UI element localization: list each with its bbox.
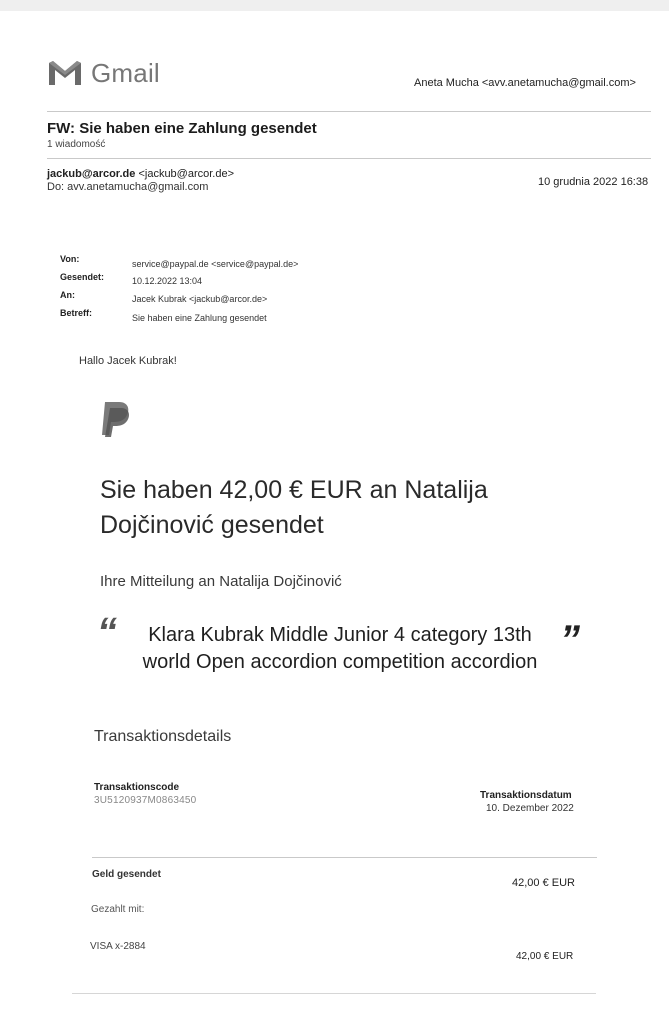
gesendet-label: Gesendet: <box>60 272 105 282</box>
transaction-code: 3U5120937M0863450 <box>94 795 197 806</box>
transaction-date-label: Transaktionsdatum <box>480 790 572 801</box>
account-email[interactable]: Aneta Mucha <avv.anetamucha@gmail.com> <box>414 77 636 89</box>
an-label: An: <box>60 290 75 300</box>
subject-divider <box>47 158 651 159</box>
message-label: Ihre Mitteilung an Natalija Dojčinović <box>100 573 342 590</box>
open-quote-icon: “ <box>97 610 117 654</box>
top-bar <box>0 0 669 11</box>
header-divider <box>47 111 651 112</box>
sender-email: jackub@arcor.de <box>47 168 136 180</box>
sender-display: <jackub@arcor.de> <box>138 168 235 180</box>
thread-subject: FW: Sie haben eine Zahlung gesendet <box>47 120 317 137</box>
gmail-wordmark: Gmail <box>91 58 160 88</box>
payment-card: VISA x-2884 <box>90 941 146 952</box>
card-amount: 42,00 € EUR <box>516 951 574 962</box>
recipient: Do: avv.anetamucha@gmail.com <box>47 181 209 193</box>
close-quote-icon: ” <box>560 618 580 662</box>
betreff-label: Betreff: <box>60 308 93 318</box>
paid-with-label: Gezahlt mit: <box>91 904 145 915</box>
message-date: 10 grudnia 2022 16:38 <box>538 176 649 188</box>
amount-divider <box>92 857 597 858</box>
transaction-details-title: Transaktionsdetails <box>94 728 232 745</box>
paypal-logo-icon <box>99 399 133 439</box>
message-count: 1 wiadomość <box>47 139 106 150</box>
an-value: Jacek Kubrak <jackub@arcor.de> <box>132 294 268 304</box>
transaction-date: 10. Dezember 2022 <box>486 803 574 814</box>
transaction-code-label: Transaktionscode <box>94 782 180 793</box>
gesendet-value: 10.12.2022 13:04 <box>132 276 203 286</box>
money-sent-amount: 42,00 € EUR <box>512 877 575 889</box>
bottom-divider <box>72 993 596 994</box>
payment-note: Klara Kubrak Middle Junior 4 category 13th world Open accordion competition accordion <box>142 624 538 673</box>
payment-headline: Sie haben 42,00 € EUR an Natalija Dojčinović gesendet <box>100 476 488 539</box>
betreff-value: Sie haben eine Zahlung gesendet <box>132 313 267 323</box>
greeting: Hallo Jacek Kubrak! <box>79 355 177 367</box>
von-label: Von: <box>60 254 80 264</box>
money-sent-label: Geld gesendet <box>92 869 161 880</box>
von-value: service@paypal.de <service@paypal.de> <box>132 259 299 269</box>
sender[interactable] <box>47 168 234 180</box>
gmail-logo-icon <box>47 58 83 86</box>
